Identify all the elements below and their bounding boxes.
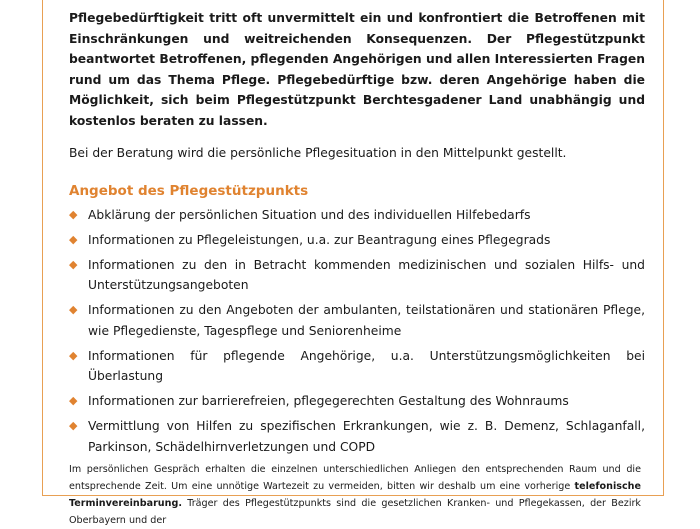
footer-text-2: Träger des Pflegestützpunkts sind die gesetzlichen Kranken- und Pflegekassen, der Bezirk Oberbayern und der (69, 497, 641, 526)
list-item-text: Vermittlung von Hilfen zu spezifischen Erkrankungen, wie z. B. Demenz, Schlaganfall, Parkinson, Schädelhirnverletzungen und COPD (88, 419, 645, 454)
list-item-text: Informationen für pflegende Angehörige, u.a. Unterstützungsmöglichkeiten bei Überlastung (88, 348, 645, 383)
diamond-bullet-icon: ◆ (69, 207, 78, 221)
diamond-bullet-icon: ◆ (69, 232, 78, 246)
list-item (69, 346, 645, 387)
list-item (69, 255, 645, 296)
intro-paragraph: Pflegebedürftigkeit tritt oft unvermittelt ein und konfrontiert die Betroffenen mit Einschränkungen und weitreichenden Konsequenzen. Der Pflegestützpunkt beantwortet Betroffenen, pflegenden Angehörigen und allen Interessierten Fragen rund um das Thema Pflege. Pflegebedürftige bzw. deren Angehörige haben die Möglichkeit, sich beim Pflegestützpunkt Berchtesgadener Land unabhängig und kostenlos beraten zu lassen. (69, 11, 645, 128)
diamond-bullet-icon: ◆ (69, 419, 78, 432)
list-item (69, 230, 645, 251)
list-item-text: Informationen zu den Angeboten der ambulanten, teilstationären und stationären Pflege, wie Pflegedienste, Tagespflege und Seniorenheime (88, 303, 645, 338)
list-item (69, 300, 645, 341)
diamond-bullet-icon: ◆ (69, 348, 78, 362)
footer-paragraph (69, 461, 641, 529)
list-item-text: Informationen zu Pflegeleistungen, u.a. zur Beantragung eines Pflegegrads (88, 232, 551, 247)
diamond-bullet-icon: ◆ (69, 303, 78, 316)
list-item (69, 205, 645, 226)
list-item (69, 391, 645, 412)
list-item-text: Abklärung der persönlichen Situation und des individuellen Hilfebedarfs (88, 207, 531, 222)
list-item-text: Informationen zur barrierefreien, pflegegerechten Gestaltung des Wohnraums (88, 394, 569, 408)
diamond-bullet-icon: ◆ (69, 257, 78, 271)
document-body (69, 8, 645, 529)
list-item-text: Informationen zu den in Betracht kommenden medizinischen und sozialen Hilfs- und Unterstützungsangeboten (88, 257, 645, 292)
section-heading: Angebot des Pflegestützpunkts (69, 182, 309, 199)
footer-text-1: Im persönlichen Gespräch erhalten die einzelnen unterschiedlichen Anliegen den entsprechenden Raum und die entsprechende Zeit. Um eine unnötige Wartezeit zu vermeiden, bitten wir deshalb um eine vorherige (69, 463, 641, 492)
diamond-bullet-icon: ◆ (69, 394, 78, 407)
list-item (69, 416, 645, 457)
footer-bold-text: telefonische Terminvereinbarung. (69, 480, 641, 509)
lead-paragraph: Bei der Beratung wird die persönliche Pflegesituation in den Mittelpunkt gestellt. (69, 146, 567, 160)
offer-list (69, 205, 645, 458)
